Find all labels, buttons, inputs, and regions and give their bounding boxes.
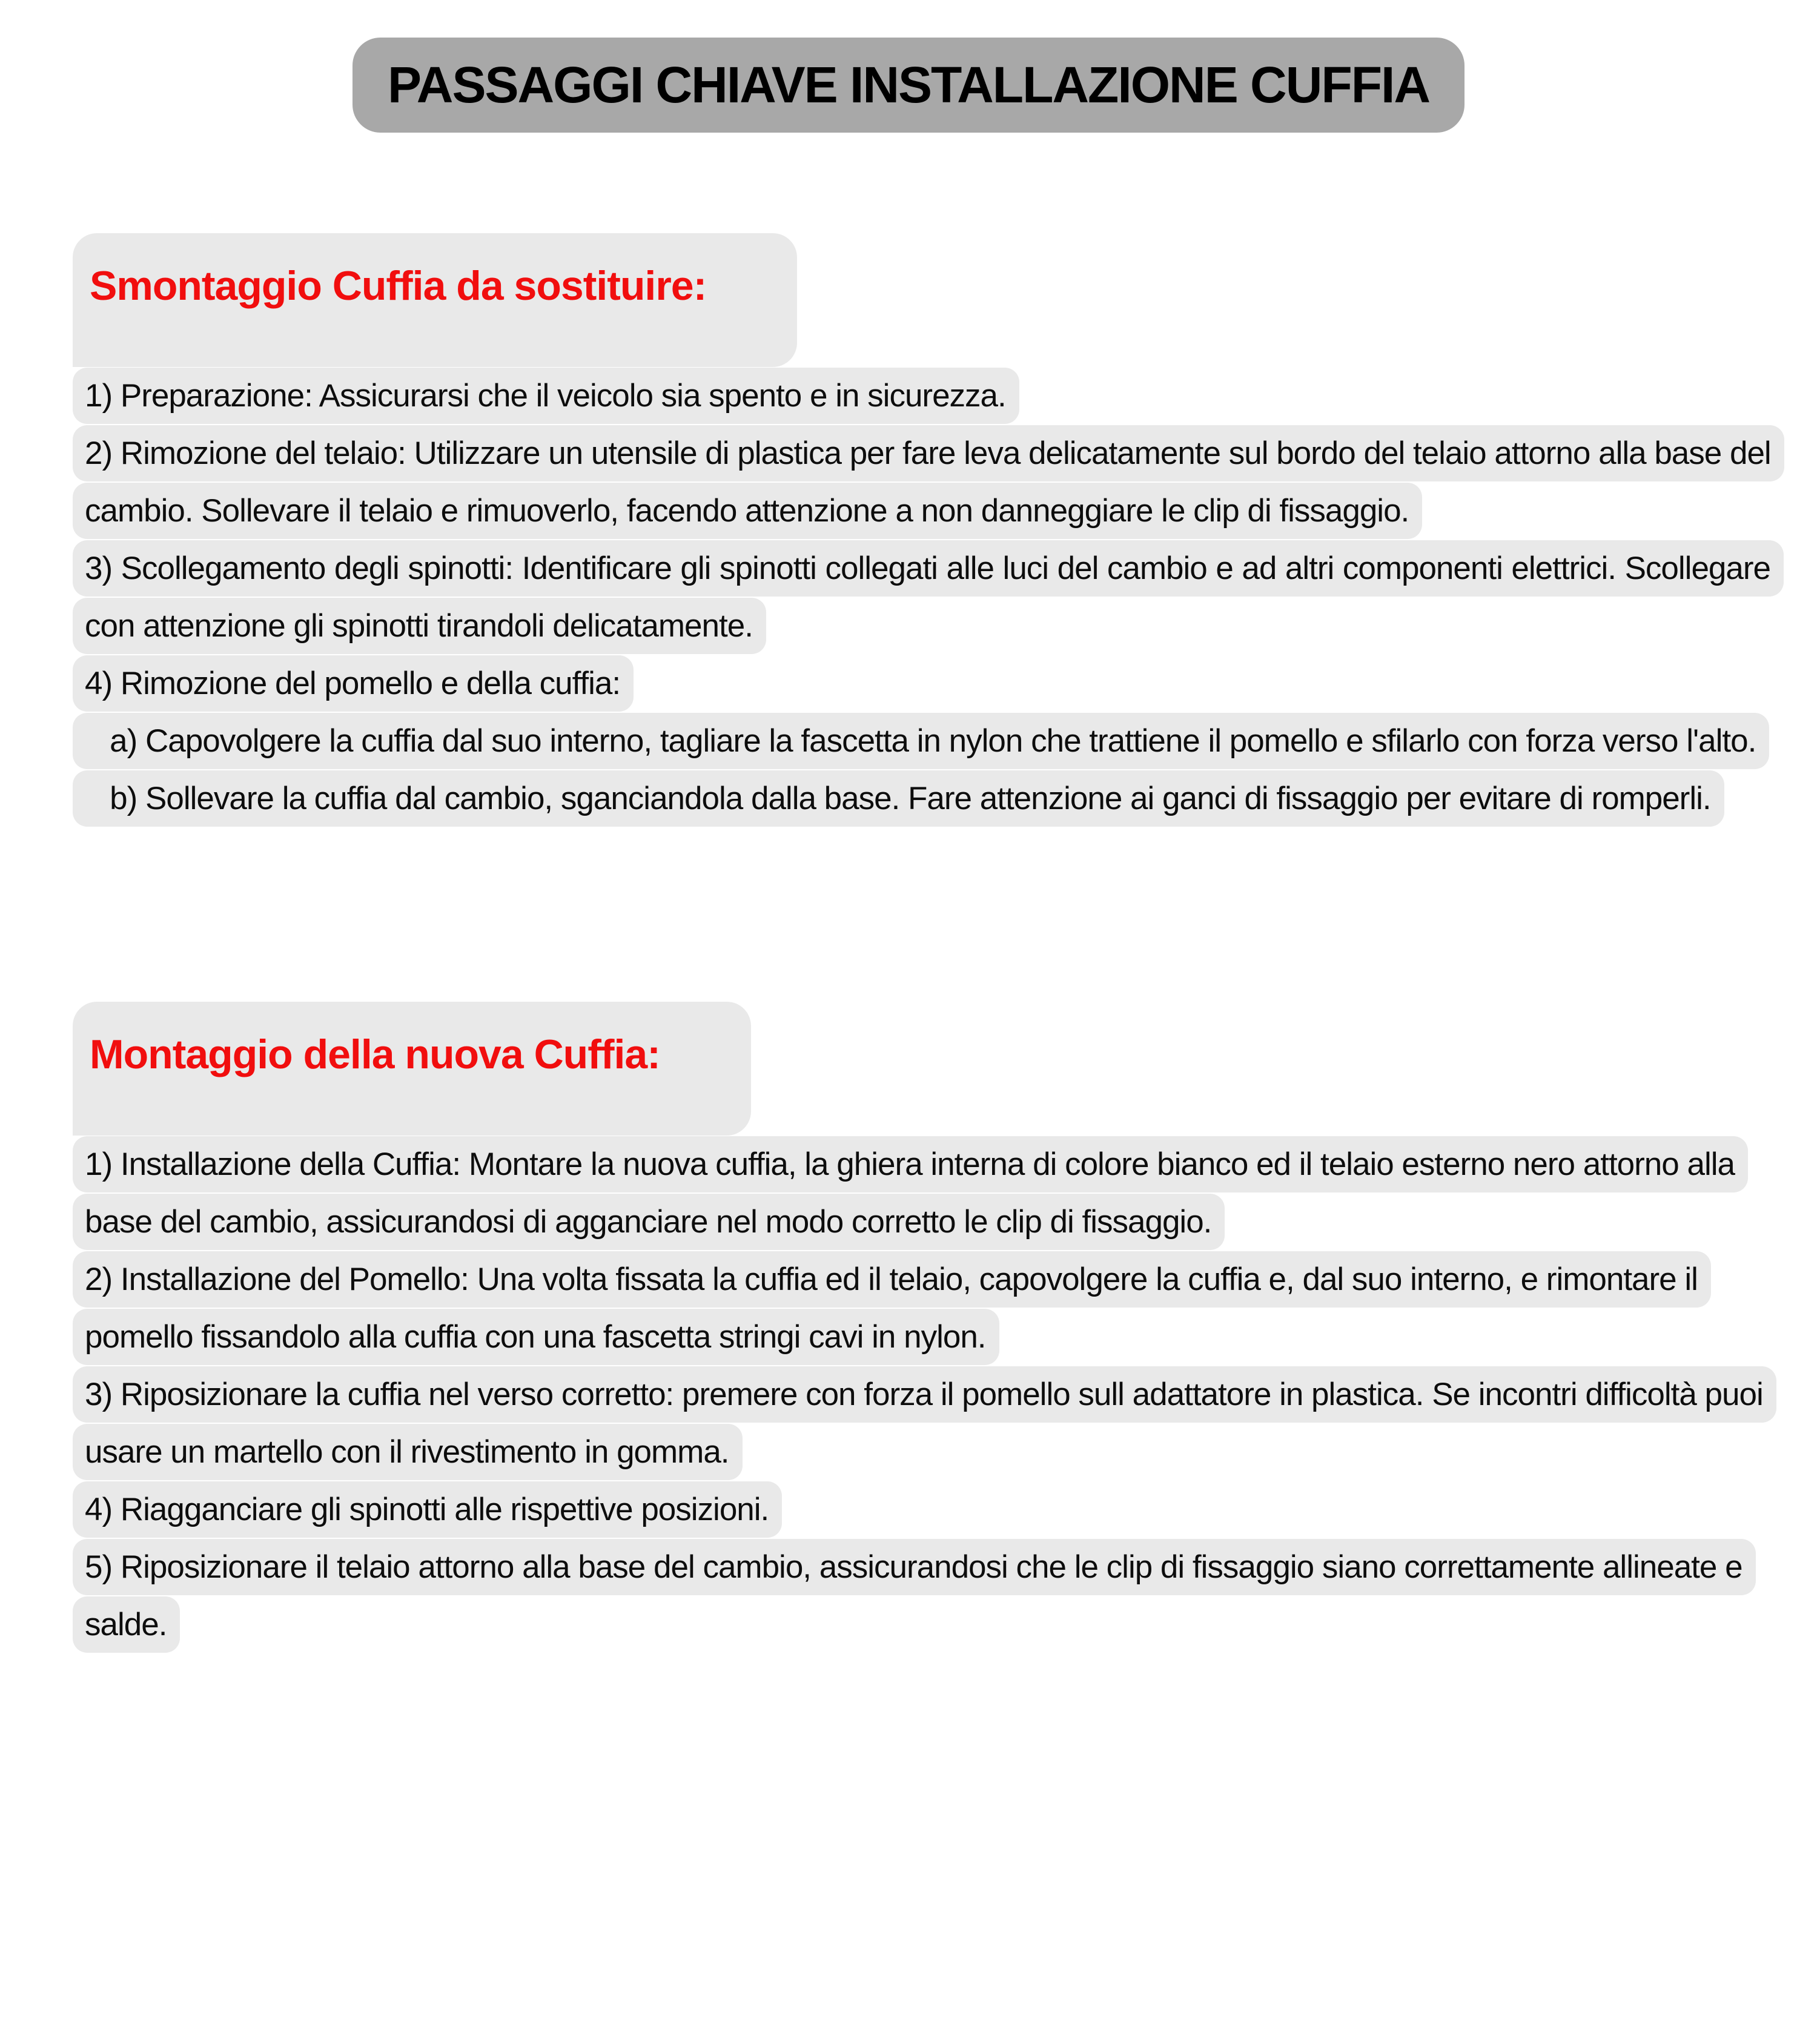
- step-paragraph: [73, 1366, 1784, 1481]
- step-highlight: b) Sollevare la cuffia dal cambio, sganciandola dalla base. Fare attenzione ai ganci di fissaggio per evitare di romperli.: [73, 770, 1724, 827]
- step-paragraph: [73, 655, 1784, 712]
- step-highlight: 3) Scollegamento degli spinotti: Identificare gli spinotti collegati alle luci del cambio e ad altri componenti elettrici. Scollegare con attenzione gli spinotti tirandoli delicatamente.: [73, 540, 1784, 654]
- step-paragraph: [73, 367, 1784, 425]
- step-paragraph: [73, 770, 1784, 827]
- page-title-text: PASSAGGI CHIAVE INSTALLAZIONE CUFFIA: [387, 56, 1429, 113]
- page-title: [352, 38, 1465, 133]
- step-highlight: 5) Riposizionare il telaio attorno alla base del cambio, assicurandosi che le clip di fissaggio siano correttamente allineate e salde.: [73, 1539, 1756, 1653]
- step-highlight: a) Capovolgere la cuffia dal suo interno, tagliare la fascetta in nylon che trattiene il pomello e sfilarlo con forza verso l'alto.: [73, 713, 1769, 769]
- instruction-section: [73, 233, 1784, 827]
- step-paragraph: [73, 1538, 1784, 1653]
- step-paragraph: [73, 1251, 1784, 1366]
- section-heading-box: [73, 1002, 751, 1136]
- step-paragraph: [73, 712, 1784, 770]
- step-highlight: 4) Rimozione del pomello e della cuffia:: [73, 655, 634, 712]
- step-highlight: 4) Riagganciare gli spinotti alle rispettive posizioni.: [73, 1481, 782, 1538]
- step-highlight: 1) Preparazione: Assicurarsi che il veicolo sia spento e in sicurezza.: [73, 368, 1019, 424]
- sections-container: [0, 233, 1817, 1653]
- instruction-section: [73, 1002, 1784, 1653]
- step-paragraph: [73, 1136, 1784, 1251]
- section-heading-box: [73, 233, 797, 367]
- step-paragraph: [73, 425, 1784, 540]
- step-paragraph: [73, 1481, 1784, 1538]
- step-highlight: 2) Installazione del Pomello: Una volta fissata la cuffia ed il telaio, capovolgere la cuffia e, dal suo interno, e rimontare il pomello fissandolo alla cuffia con una fascetta stringi cavi in nylon.: [73, 1251, 1711, 1365]
- step-highlight: 3) Riposizionare la cuffia nel verso corretto: premere con forza il pomello sull adattatore in plastica. Se incontri difficoltà puoi usare un martello con il rivestimento in gomma.: [73, 1366, 1776, 1480]
- step-highlight: 1) Installazione della Cuffia: Montare la nuova cuffia, la ghiera interna di colore bianco ed il telaio esterno nero attorno alla base del cambio, assicurandosi di agganciare nel modo corretto le clip di fissaggio.: [73, 1136, 1748, 1250]
- step-paragraph: [73, 540, 1784, 655]
- step-highlight: 2) Rimozione del telaio: Utilizzare un utensile di plastica per fare leva delicatamente sul bordo del telaio attorno alla base del cambio. Sollevare il telaio e rimuoverlo, facendo attenzione a non danneggiare le clip di fissaggio.: [73, 425, 1784, 539]
- section-heading: Smontaggio Cuffia da sostituire:: [90, 263, 707, 309]
- section-heading: Montaggio della nuova Cuffia:: [90, 1031, 660, 1077]
